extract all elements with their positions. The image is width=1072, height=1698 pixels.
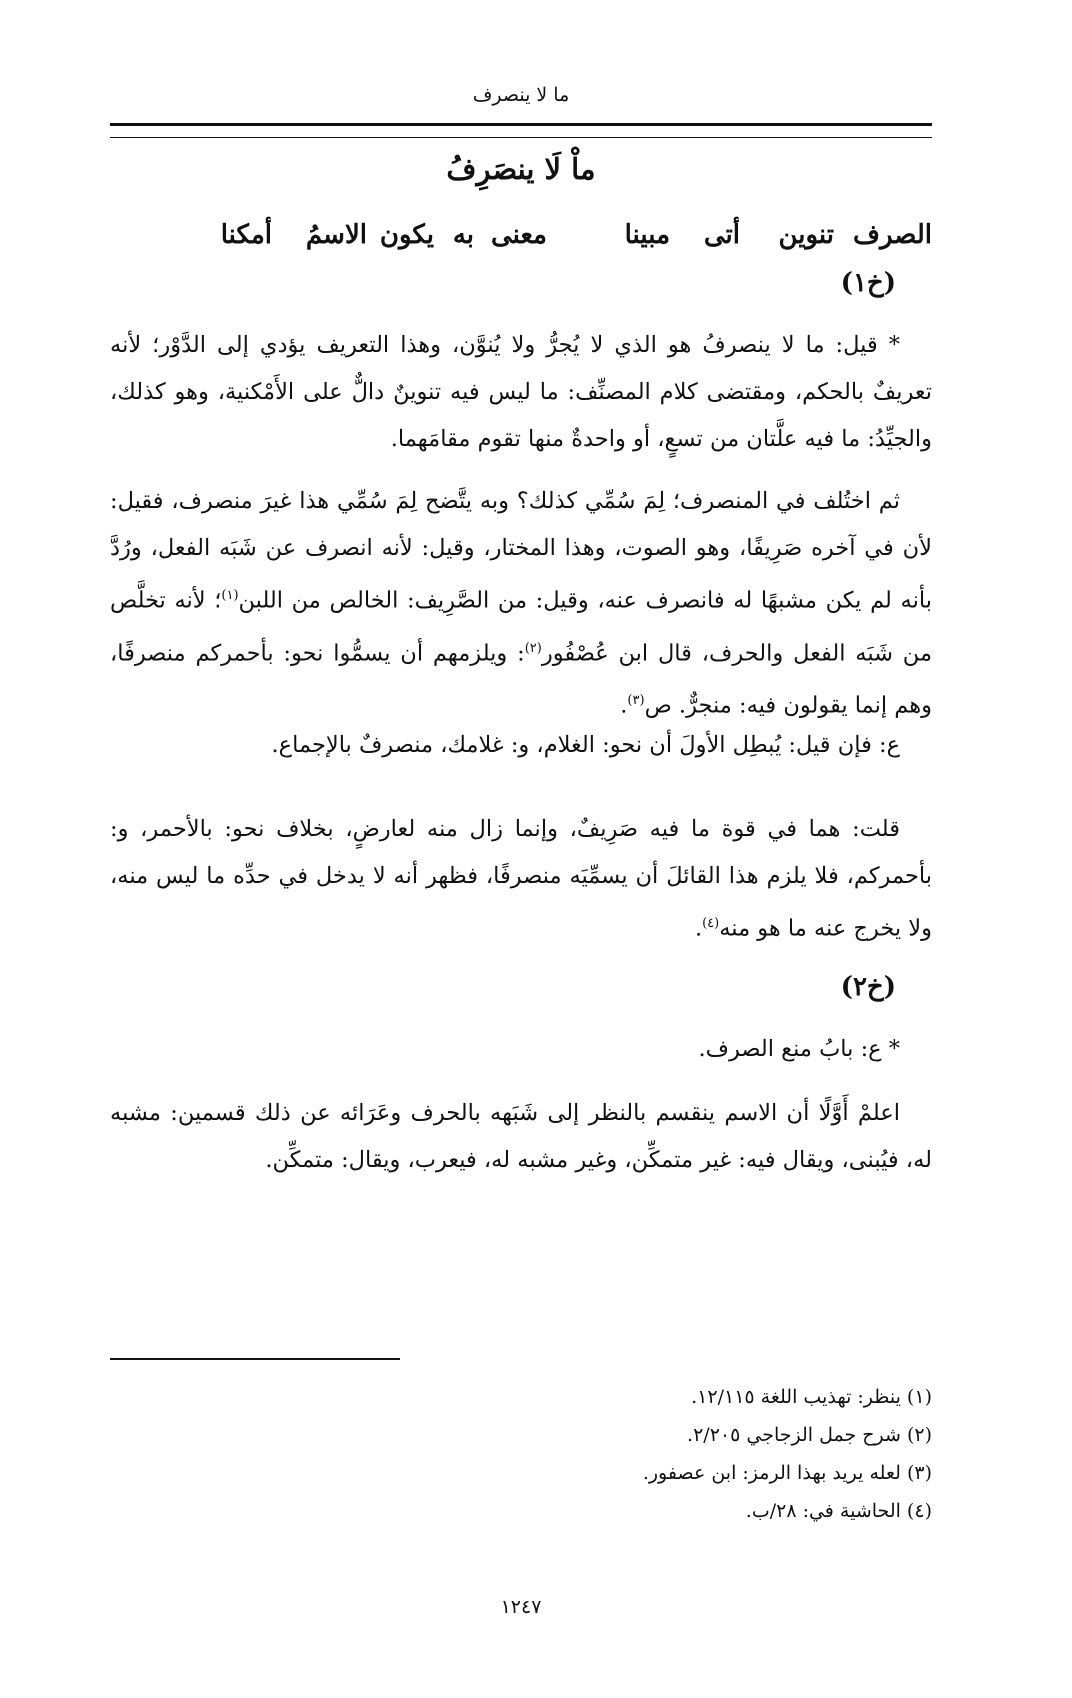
verse-word: معنى [491,220,547,250]
footnote: (٤) الحاشية في: ٢٨/ب. [745,1500,932,1522]
footnote-ref: (٤) [702,916,720,931]
section-marker-kh1: (خ١) [840,268,896,298]
verse-word: يكون [379,220,434,250]
verse-line [110,220,932,260]
footnote: (٢) شرح جمل الزجاجي ٢/٢٠٥. [687,1424,932,1446]
verse-word: به [452,220,474,250]
verse-word: أمكنا [220,220,272,250]
footnote-ref: (٢) [524,640,542,656]
paragraph-objection: ع: فإن قيل: يُبطِل الأولَ أن نحو: الغلام، و: غلامك، منصرفٌ بالإجماع. [271,732,900,758]
footnote: (١) ينظر: تهذيب اللغة ١٢/١١٥. [691,1386,932,1408]
verse-word: مبينا [624,220,670,250]
footnotes [110,1378,932,1530]
footnote-separator [110,1358,400,1360]
section-marker-kh2: (خ٢) [840,972,896,1002]
page-number: ١٢٤٧ [500,1596,542,1618]
header-rule-thin [110,137,932,138]
footnote-ref: (٣) [627,693,645,708]
paragraph-munsarif: ثم اختُلف في المنصرف؛ لِمَ سُمِّي كذلك؟ وبه يتَّضح لِمَ سُمِّي هذا غيرَ منصرف، فقيل: لأن في آخره صَرِيفًا، وهو الصوت، وهذا المختار، وقيل: لأنه انصرف عن شَبَه الفعل، ورُدَّ بأنه لم يكن مشبهًا له فانصرف عنه، وقيل: من الصَّرِيف: الخالص من اللبن$^{(١)}$؛ لأنه تخلَّص من شَبَه الفعل والحرف، قال ابن عُصْفُور$^{(٢)}$: ويلزمهم أن يسمُّوا نحو: بأحمركم منصرفًا، وهم إنما يقولون فيه: منجرٌّ. ص$^{(٣)}$. [110,488,932,719]
footnote-ref: (١) [221,588,239,603]
footnote: (٣) لعله يريد بهذا الرمز: ابن عصفور. [642,1462,932,1484]
verse-word: الاسمُ [305,220,367,250]
verse-word: أتى [703,220,740,250]
verse-word: الصرف [853,220,932,250]
running-title: ما لا ينصرف [472,84,570,106]
chapter-title: ماْ لَا ينصَرِفُ [446,152,596,186]
paragraph-ilam: اعلمْ أَوَّلًا أن الاسم ينقسم بالنظر إلى شَبَهه بالحرف وعَرَائه عن ذلك قسمين: مشبه له، فيُبنى، ويقال فيه: غير متمكِّن، وغير مشبه له، فيعرب، ويقال: متمكِّن. [110,1100,932,1173]
paragraph-answer: قلت: هما في قوة ما فيه صَرِيفٌ، وإنما زال منه لعارضٍ، بخلاف نحو: بالأحمر، و: بأحمركم، فلا يلزم هذا القائلَ أن يسمِّيَه منصرفًا، فظهر أنه لا يدخل في حدِّه ما ليس منه، ولا يخرج عنه ما هو منه$^{(٤)}$. [110,816,932,942]
paragraph-bab: * ع: بابُ منع الصرف. [698,1036,900,1062]
paragraph-definition: * قيل: ما لا ينصرفُ هو الذي لا يُجرُّ ولا يُنوَّن، وهذا التعريف يؤدي إلى الدَّوْر؛ لأنه تعريفٌ بالحكم، ومقتضى كلام المصنِّف: ما ليس فيه تنوينٌ دالٌّ على الأَمْكنية، وهو كذلك، والجيِّدُ: ما فيه علَّتان من تسعٍ، أو واحدةٌ منها تقوم مقامَهما. [110,332,932,452]
header-rule-thick [110,123,932,126]
verse-word: تنوين [778,220,834,250]
